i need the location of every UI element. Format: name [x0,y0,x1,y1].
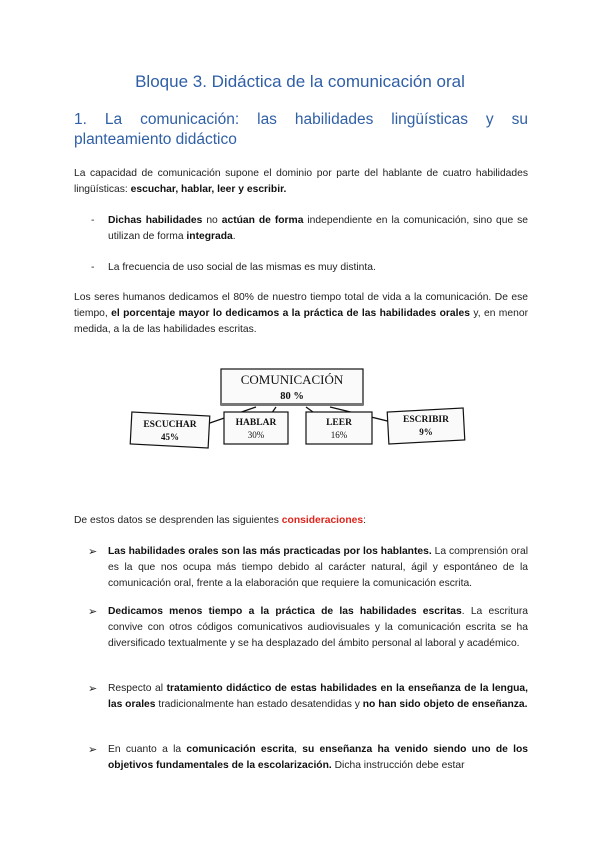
arrow-bullet-icon: ➢ [88,744,98,756]
diagram-child-leer [306,412,372,444]
bullet-marker: - [91,215,95,226]
diagram-child-escribir [387,408,465,444]
diagram-child-label: HABLAR [235,418,277,428]
communication-diagram [126,366,471,466]
diagram-root-label: COMUNICACIÓN [240,372,344,387]
bullet-item: Dichas habilidades no actúan de forma independiente en la comunicación, sino que se utilizan de forma integrada. [108,215,529,242]
paragraph-time: Los seres humanos dedicamos el 80% de nuestro tiempo total de vida a la comunicación. De ese tiempo, el porcentaje mayor lo dedicamos a la práctica de las habilidades orales y, en menor medida, a la de las habilidades escritas. [74,292,528,335]
arrow-bullet-icon: ➢ [88,546,98,558]
consideration-item: En cuanto a la comunicación escrita, su enseñanza ha venido siendo uno de los objetivos fundamentales de la escolarización. Dicha instrucción debe estar [108,744,528,771]
diagram-child-label: LEER [326,418,352,428]
diagram-root-value: 80 % [280,391,304,402]
diagram-child-label: ESCUCHAR [143,420,197,430]
diagram-child-value: 16% [330,430,348,440]
diagram-root-box [221,369,363,406]
bullet-item: La frecuencia de uso social de las mismas es muy distinta. [108,262,376,273]
diagram-child-value: 45% [161,432,179,442]
bullet-marker: - [91,262,95,273]
considerations-intro: De estos datos se desprenden las siguientes consideraciones: [74,515,366,526]
arrow-bullet-icon: ➢ [88,606,98,618]
diagram-child-value: 9% [419,427,433,437]
consideration-item: Dedicamos menos tiempo a la práctica de las habilidades escritas. La escritura convive con otros códigos comunicativos audiovisuales y la comunicación escrita se ha diversificado textualmente y se ha desplazado del ámbito personal al laboral y académico. [108,606,528,649]
intro-paragraph: La capacidad de comunicación supone el dominio por parte del hablante de cuatro habilidades lingüísticas: escuchar, hablar, leer y escribir. [74,168,528,195]
consideration-item: Respecto al tratamiento didáctico de estas habilidades en la enseñanza de la lengua, las orales tradicionalmente han estado desatendidas y no han sido objeto de enseñanza. [108,683,528,710]
section-heading: 1. La comunicación: las habilidades lingüísticas y su planteamiento didáctico [74,111,528,148]
page-title: Bloque 3. Didáctica de la comunicación oral [135,72,465,91]
diagram-child-escuchar [130,412,210,448]
consideration-item: Las habilidades orales son las más practicadas por los hablantes. La comprensión oral es la que nos ocupa más tiempo debido al carácter natural, ágil y espontáneo de la comunicación oral, frente a la elaboración que requiere la comunicación escrita. [108,546,529,589]
arrow-bullet-icon: ➢ [88,683,98,695]
diagram-child-label: ESCRIBIR [403,415,449,425]
diagram-child-value: 30% [247,430,265,440]
diagram-child-hablar [224,412,288,444]
